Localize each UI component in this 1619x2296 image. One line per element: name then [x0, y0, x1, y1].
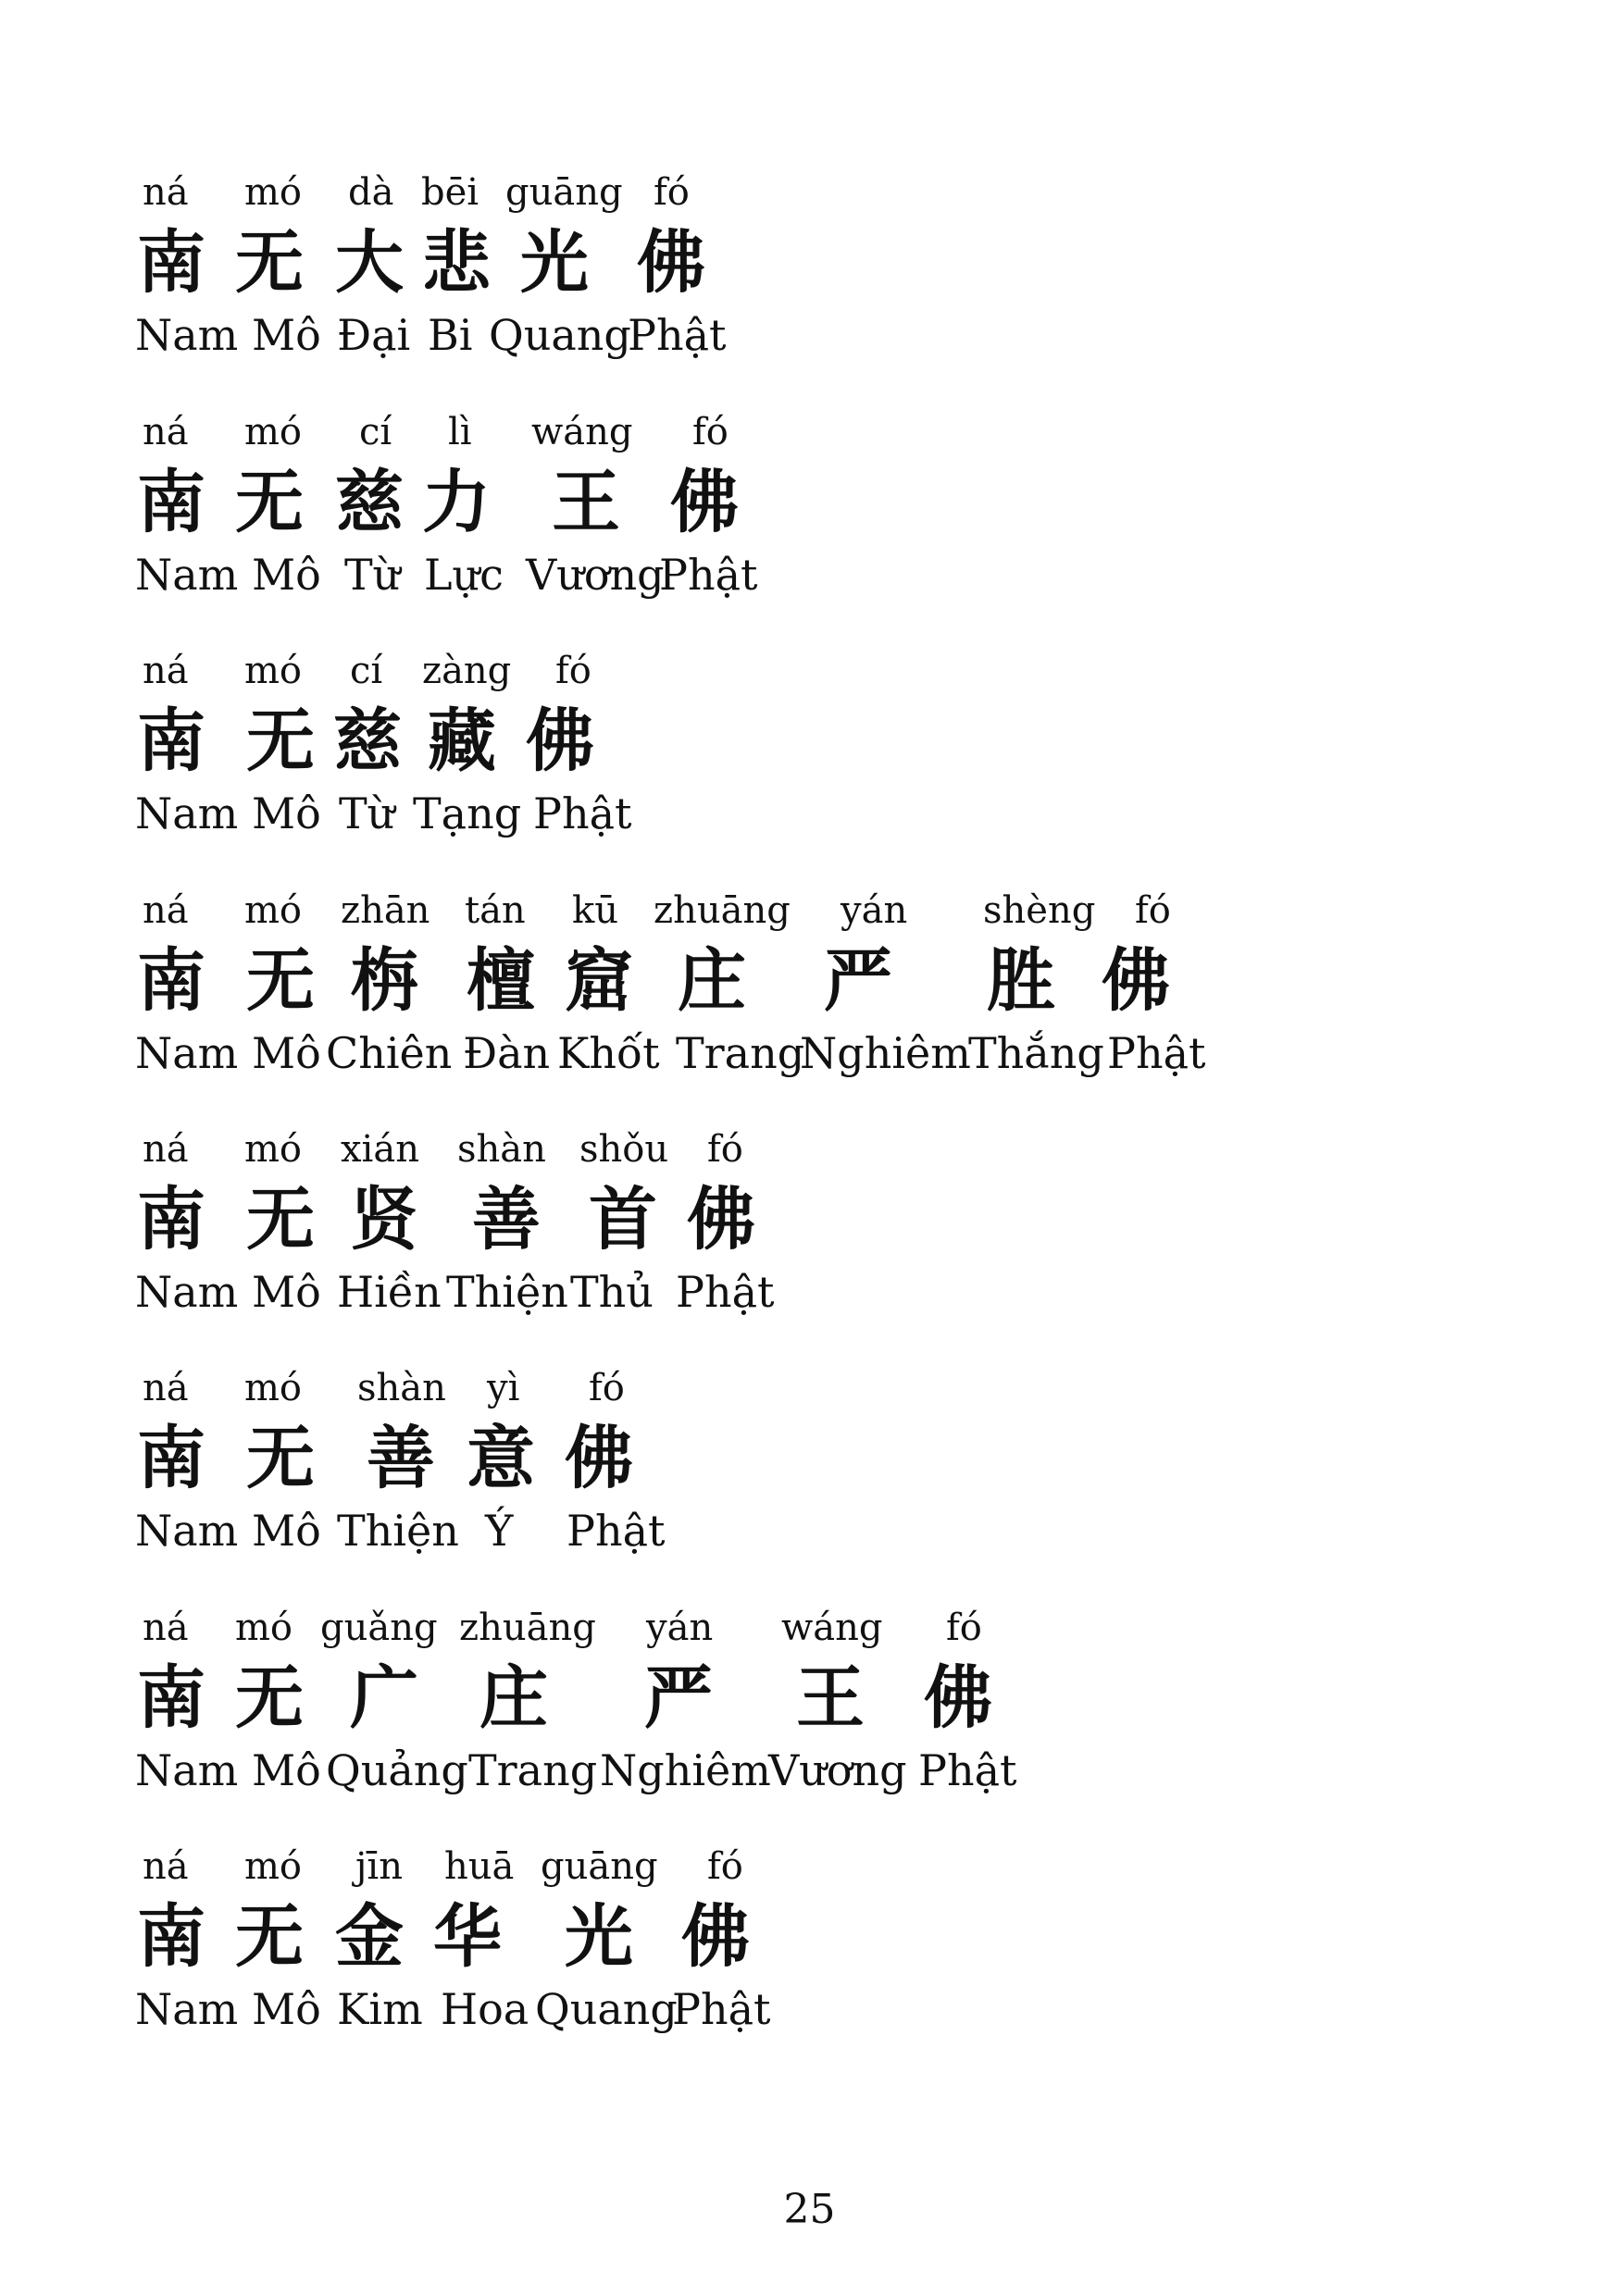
hanzi-character: 大 — [335, 223, 404, 303]
hanzi-character: 庄 — [479, 1658, 548, 1738]
hanzi-character: 檀 — [467, 941, 535, 1021]
pinyin-syllable: zhuāng — [654, 889, 791, 932]
hanzi-row — [0, 1412, 1619, 1505]
hanzi-character: 南 — [137, 1658, 205, 1738]
pinyin-row — [0, 647, 1619, 695]
vietnamese-word: Nam — [135, 1745, 239, 1795]
pinyin-syllable: fó — [555, 650, 592, 692]
pinyin-syllable: fó — [1135, 889, 1171, 932]
vietnamese-word: Phật — [567, 1506, 666, 1556]
vietnamese-word: Thiện — [446, 1267, 568, 1317]
vietnamese-word: Phật — [659, 550, 758, 600]
pinyin-syllable: mó — [244, 889, 303, 932]
vietnamese-word: Mô — [252, 1267, 321, 1317]
pinyin-syllable: ná — [143, 411, 189, 453]
hanzi-character: 贤 — [350, 1180, 418, 1260]
hanzi-row — [0, 695, 1619, 788]
pinyin-syllable: mó — [244, 1367, 303, 1409]
pinyin-syllable: fó — [707, 1845, 743, 1888]
pinyin-syllable: ná — [143, 171, 189, 214]
hanzi-character: 佛 — [924, 1658, 992, 1738]
pinyin-syllable: lì — [448, 411, 472, 453]
vietnamese-word: Phật — [672, 1984, 771, 2034]
vietnamese-word: Chiên — [326, 1028, 453, 1078]
vietnamese-word: Nam — [135, 1984, 239, 2034]
hanzi-character: 佛 — [526, 701, 594, 781]
vietnamese-word: Phật — [676, 1267, 775, 1317]
vietnamese-word: Mô — [252, 1028, 321, 1078]
pinyin-syllable: zàng — [422, 650, 512, 692]
pinyin-syllable: cí — [359, 411, 392, 453]
vietnamese-word: Nam — [135, 550, 239, 600]
vietnamese-row — [0, 1981, 1619, 2037]
hanzi-character: 力 — [422, 463, 491, 542]
vietnamese-word: Mô — [252, 788, 321, 838]
hanzi-character: 王 — [796, 1658, 865, 1738]
vietnamese-row — [0, 1264, 1619, 1320]
hanzi-character: 佛 — [670, 463, 739, 542]
pinyin-syllable: mó — [244, 411, 303, 453]
vietnamese-row — [0, 307, 1619, 363]
hanzi-character: 胜 — [987, 941, 1055, 1021]
pinyin-syllable: shǒu — [579, 1128, 669, 1171]
pinyin-syllable: fó — [589, 1367, 625, 1409]
vietnamese-word: Mô — [252, 550, 321, 600]
hanzi-character: 佛 — [687, 1180, 755, 1260]
vietnamese-word: Phật — [628, 310, 727, 360]
hanzi-character: 南 — [137, 223, 205, 303]
hanzi-character: 严 — [824, 941, 892, 1021]
vietnamese-word: Nam — [135, 1028, 239, 1078]
hanzi-character: 南 — [137, 463, 205, 542]
hanzi-character: 慈 — [333, 701, 402, 781]
hanzi-character: 无 — [235, 223, 304, 303]
hanzi-character: 庄 — [678, 941, 746, 1021]
pinyin-syllable: mó — [244, 171, 303, 214]
vietnamese-word: Nam — [135, 310, 239, 360]
pinyin-syllable: kū — [572, 889, 618, 932]
hanzi-character: 佛 — [681, 1897, 750, 1977]
hanzi-character: 善 — [472, 1180, 541, 1260]
pinyin-syllable: ná — [143, 650, 189, 692]
vietnamese-word: Kim — [337, 1984, 423, 2034]
pinyin-syllable: guāng — [505, 171, 623, 214]
pinyin-syllable: shàn — [457, 1128, 546, 1171]
hanzi-row — [0, 217, 1619, 309]
pinyin-syllable: guǎng — [320, 1607, 438, 1649]
pinyin-syllable: huā — [444, 1845, 515, 1888]
hanzi-character: 王 — [552, 463, 620, 542]
vietnamese-word: Phật — [1107, 1028, 1206, 1078]
vietnamese-word: Hoa — [441, 1984, 529, 2034]
vietnamese-word: Thủ — [570, 1267, 654, 1317]
buddha-name-entry — [0, 887, 1619, 1109]
buddha-name-entry — [0, 1364, 1619, 1586]
pinyin-syllable: zhuāng — [459, 1607, 596, 1649]
pinyin-syllable: ná — [143, 1607, 189, 1649]
vietnamese-word: Nam — [135, 788, 239, 838]
pinyin-syllable: mó — [244, 1845, 303, 1888]
hanzi-row — [0, 456, 1619, 549]
pinyin-row — [0, 168, 1619, 217]
pinyin-syllable: yán — [646, 1607, 714, 1649]
hanzi-character: 悲 — [422, 223, 491, 303]
vietnamese-word: Vương — [526, 550, 665, 600]
vietnamese-row — [0, 547, 1619, 602]
pinyin-syllable: wáng — [781, 1607, 883, 1649]
vietnamese-word: Khốt — [557, 1028, 660, 1078]
pinyin-syllable: zhān — [341, 889, 430, 932]
vietnamese-word: Phật — [533, 788, 632, 838]
vietnamese-word: Nghiêm — [600, 1745, 771, 1795]
hanzi-character: 栴 — [350, 941, 418, 1021]
vietnamese-word: Từ — [344, 550, 401, 600]
pinyin-syllable: dà — [348, 171, 394, 214]
hanzi-character: 无 — [235, 463, 304, 542]
hanzi-character: 南 — [137, 1419, 205, 1498]
vietnamese-word: Lực — [424, 550, 504, 600]
vietnamese-word: Bi — [428, 310, 473, 360]
hanzi-character: 窟 — [565, 941, 633, 1021]
vietnamese-word: Quang — [489, 310, 631, 360]
pinyin-row — [0, 1364, 1619, 1412]
vietnamese-word: Mô — [252, 1745, 321, 1795]
hanzi-character: 佛 — [1102, 941, 1170, 1021]
hanzi-character: 意 — [467, 1419, 535, 1498]
vietnamese-row — [0, 1743, 1619, 1798]
hanzi-row — [0, 935, 1619, 1027]
vietnamese-word: Mô — [252, 1506, 321, 1556]
pinyin-syllable: yì — [487, 1367, 520, 1409]
hanzi-character: 金 — [335, 1897, 404, 1977]
vietnamese-word: Tạng — [413, 788, 522, 838]
vietnamese-row — [0, 786, 1619, 841]
buddha-name-entry — [0, 647, 1619, 869]
vietnamese-word: Quảng — [326, 1745, 468, 1795]
buddha-name-entry — [0, 408, 1619, 630]
hanzi-character: 佛 — [565, 1419, 633, 1498]
pinyin-syllable: shàn — [357, 1367, 446, 1409]
vietnamese-row — [0, 1025, 1619, 1081]
hanzi-character: 光 — [520, 223, 589, 303]
vietnamese-word: Từ — [339, 788, 395, 838]
pinyin-syllable: shèng — [983, 889, 1096, 932]
vietnamese-word: Thắng — [968, 1028, 1104, 1078]
vietnamese-word: Thiện — [337, 1506, 459, 1556]
pinyin-syllable: fó — [946, 1607, 982, 1649]
hanzi-character: 华 — [433, 1897, 502, 1977]
pinyin-row — [0, 1604, 1619, 1652]
hanzi-character: 善 — [367, 1419, 435, 1498]
vietnamese-word: Nghiêm — [800, 1028, 971, 1078]
vietnamese-word: Nam — [135, 1267, 239, 1317]
pinyin-row — [0, 1843, 1619, 1891]
hanzi-row — [0, 1652, 1619, 1744]
vietnamese-word: Trang — [676, 1028, 805, 1078]
pinyin-syllable: mó — [235, 1607, 293, 1649]
hanzi-character: 无 — [235, 1658, 304, 1738]
vietnamese-word: Đàn — [463, 1028, 551, 1078]
vietnamese-word: Trang — [468, 1745, 598, 1795]
pinyin-syllable: xián — [341, 1128, 419, 1171]
hanzi-character: 广 — [350, 1658, 418, 1738]
buddha-name-entry — [0, 168, 1619, 391]
pinyin-syllable: ná — [143, 1845, 189, 1888]
vietnamese-word: Phật — [918, 1745, 1017, 1795]
vietnamese-row — [0, 1503, 1619, 1558]
pinyin-syllable: fó — [692, 411, 729, 453]
hanzi-character: 光 — [565, 1897, 633, 1977]
vietnamese-word: Ý — [485, 1506, 514, 1556]
buddha-name-entry — [0, 1843, 1619, 2065]
buddha-name-entry — [0, 1604, 1619, 1826]
hanzi-character: 无 — [246, 1180, 315, 1260]
pinyin-syllable: mó — [244, 1128, 303, 1171]
vietnamese-word: Vương — [768, 1745, 907, 1795]
pinyin-syllable: fó — [707, 1128, 743, 1171]
hanzi-character: 南 — [137, 941, 205, 1021]
pinyin-syllable: cí — [350, 650, 383, 692]
buddha-name-entry — [0, 1125, 1619, 1347]
pinyin-syllable: fó — [654, 171, 690, 214]
pinyin-syllable: wáng — [531, 411, 633, 453]
pinyin-syllable: bēi — [421, 171, 479, 214]
hanzi-character: 无 — [246, 1419, 315, 1498]
hanzi-row — [0, 1891, 1619, 1983]
pinyin-syllable: tán — [465, 889, 526, 932]
pinyin-row — [0, 408, 1619, 456]
pinyin-syllable: ná — [143, 1128, 189, 1171]
hanzi-character: 佛 — [637, 223, 705, 303]
pinyin-syllable: yán — [841, 889, 908, 932]
pinyin-syllable: jīn — [355, 1845, 403, 1888]
hanzi-character: 南 — [137, 701, 205, 781]
hanzi-character: 藏 — [428, 701, 496, 781]
vietnamese-word: Nam — [135, 1506, 239, 1556]
pinyin-syllable: mó — [244, 650, 303, 692]
pinyin-row — [0, 1125, 1619, 1173]
hanzi-character: 严 — [644, 1658, 713, 1738]
hanzi-row — [0, 1173, 1619, 1266]
vietnamese-word: Quang — [535, 1984, 678, 2034]
pinyin-syllable: ná — [143, 1367, 189, 1409]
page-number: 25 — [783, 2186, 836, 2233]
pinyin-row — [0, 887, 1619, 935]
vietnamese-word: Mô — [252, 310, 321, 360]
hanzi-character: 南 — [137, 1180, 205, 1260]
hanzi-character: 无 — [246, 941, 315, 1021]
hanzi-character: 首 — [589, 1180, 657, 1260]
hanzi-character: 南 — [137, 1897, 205, 1977]
vietnamese-word: Đại — [337, 310, 411, 360]
hanzi-character: 慈 — [335, 463, 404, 542]
hanzi-character: 无 — [246, 701, 315, 781]
pinyin-syllable: ná — [143, 889, 189, 932]
hanzi-character: 无 — [235, 1897, 304, 1977]
vietnamese-word: Mô — [252, 1984, 321, 2034]
vietnamese-word: Hiền — [337, 1267, 442, 1317]
pinyin-syllable: guāng — [541, 1845, 658, 1888]
